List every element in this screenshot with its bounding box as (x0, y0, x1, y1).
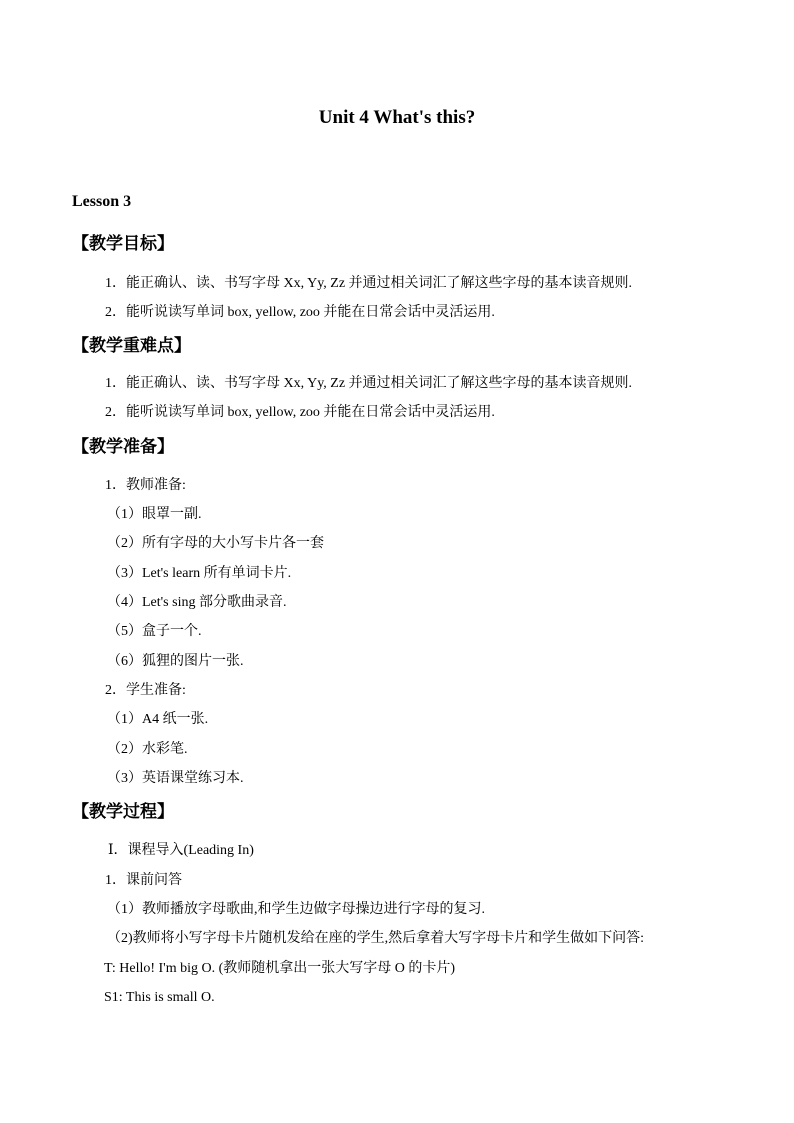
process-line: S1: This is small O. (104, 990, 215, 1005)
teacher-prep-item: （2）所有字母的大小写卡片各一套 (107, 536, 324, 551)
objective-item: 1．能正确认、读、书写字母 Xx, Yy, Zz 并通过相关词汇了解这些字母的基本读音规则. (105, 276, 633, 291)
student-prep-item: （1）A4 纸一张. (107, 712, 209, 727)
preparation-heading: 【教学准备】 (72, 437, 174, 457)
teacher-prep-label: 1．教师准备: (105, 478, 186, 493)
process-step: 1．课前问答 (105, 873, 182, 888)
teacher-prep-item: （4）Let's sing 部分歌曲录音. (107, 595, 287, 610)
student-prep-item: （2）水彩笔. (107, 742, 188, 757)
key-points-heading: 【教学重难点】 (72, 336, 191, 356)
document-title: Unit 4 What's this? (318, 107, 476, 128)
lesson-label: Lesson 3 (72, 193, 132, 210)
student-prep-label: 2．学生准备: (105, 683, 186, 698)
process-line: （2)教师将小写字母卡片随机发给在座的学生,然后拿着大写字母卡片和学生做如下问答: (107, 931, 645, 946)
teacher-prep-item: （1）眼罩一副. (107, 507, 202, 522)
process-stage: Ⅰ．课程导入(Leading In) (108, 843, 254, 858)
process-line: （1）教师播放字母歌曲,和学生边做字母操边进行字母的复习. (107, 902, 485, 917)
key-point-item: 1．能正确认、读、书写字母 Xx, Yy, Zz 并通过相关词汇了解这些字母的基本读音规则. (105, 376, 633, 391)
teacher-prep-item: （3）Let's learn 所有单词卡片. (107, 566, 292, 581)
objectives-heading: 【教学目标】 (72, 234, 174, 254)
teacher-prep-item: （6）狐狸的图片一张. (107, 654, 244, 669)
process-heading: 【教学过程】 (72, 802, 174, 822)
student-prep-item: （3）英语课堂练习本. (107, 771, 244, 786)
key-point-item: 2．能听说读写单词 box, yellow, zoo 并能在日常会话中灵活运用. (105, 405, 495, 420)
objective-item: 2．能听说读写单词 box, yellow, zoo 并能在日常会话中灵活运用. (105, 305, 495, 320)
process-line: T: Hello! I'm big O. (教师随机拿出一张大写字母 O 的卡片) (104, 961, 456, 976)
teacher-prep-item: （5）盒子一个. (107, 624, 202, 639)
